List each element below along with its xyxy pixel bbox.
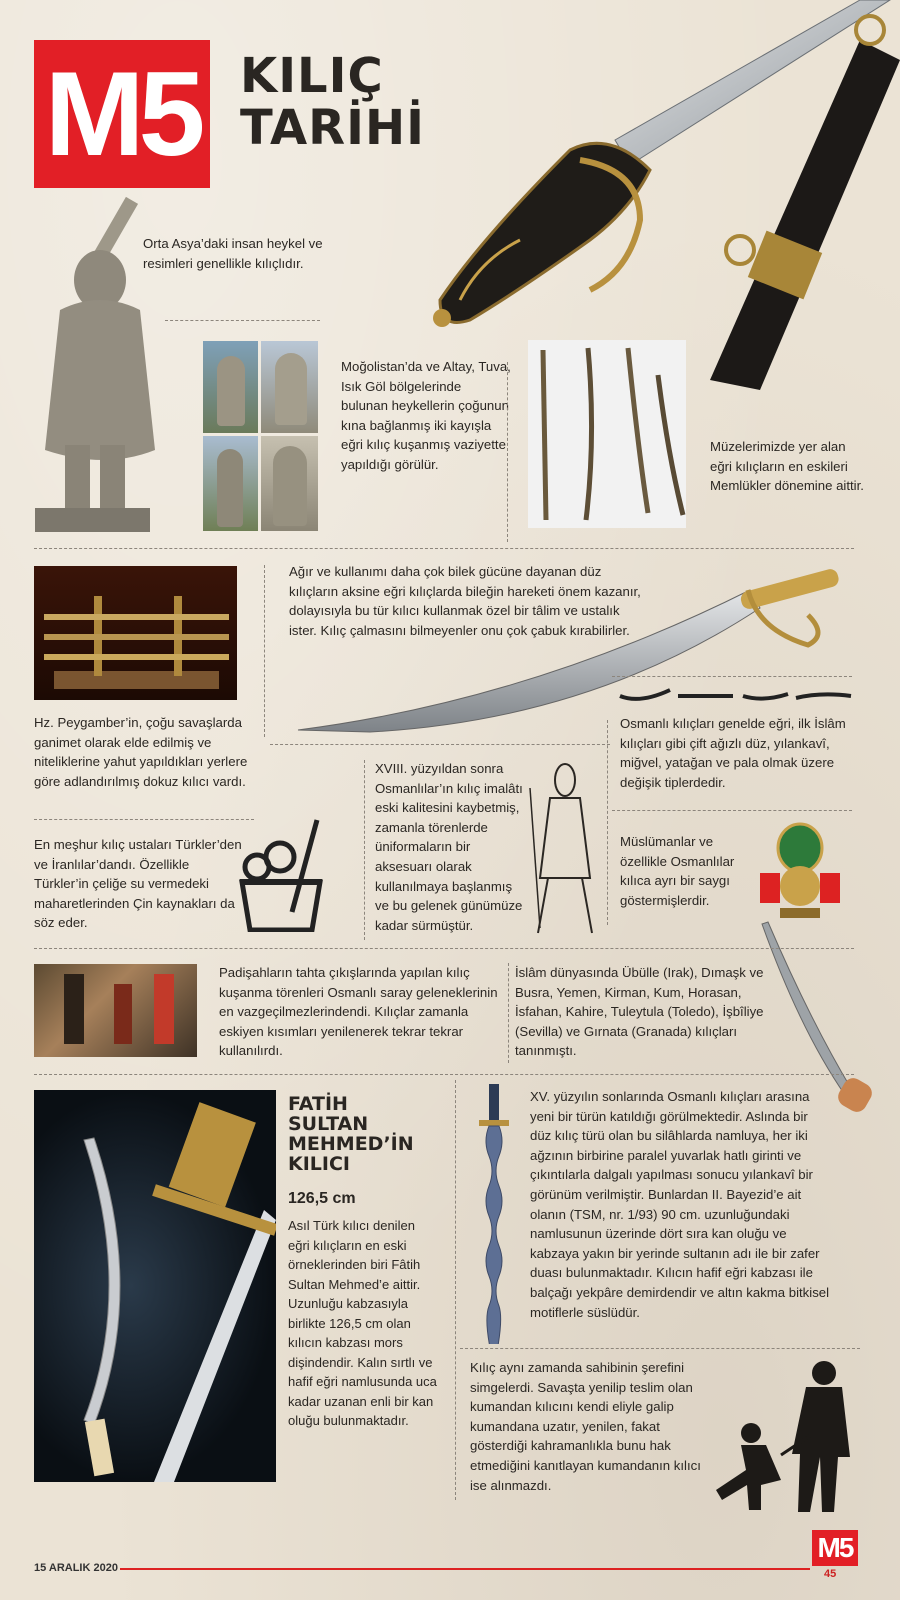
title-line-1: KILIÇ [240,48,384,104]
fatih-heading: FATİH SULTAN MEHMED’İN KILICI [288,1093,414,1175]
text-ottoman-types: Osmanlı kılıçları genelde eğri, ilk İslâm kılıçları gibi çift ağızlı düz, yılankavî, miğvel, yatağan ve pala olmak üzere değişik tiplerdedir. [620,716,846,790]
title-line-2: TARİHİ [240,100,426,156]
text-accession: Padişahların tahta çıkışlarında yapılan kılıç kuşanma törenleri Osmanlı saray geleneklerinin en vazgeçilmezlerindendi. Kılıçlar zamanla eskiyen kısımları yenilenerek tekrar tekrar kullanılırdı. [219,965,498,1059]
museum-swords-image [528,340,686,528]
footer-divider [120,1568,810,1570]
text-mongolia: Moğolistan’da ve Altay, Tuva, Isık Göl bölgelerinde bulunan heykellerin çoğunun kına bağlanmış iki kayışla eğri kılıç kuşanmış vaziyette yapıldığı görülür. [341,359,511,472]
text-islamic-world: İslâm dünyasında Übülle (Irak), Dımaşk ve Busra, Yemen, Kirman, Kum, Horasan, İsfahan, Kahire, Tuleytula (Toledo), İşbîliye (Sevilla) ve Gırnata (Granada) kılıçları tanınmıştı. [515,965,764,1059]
sabre-scabbard-illustration [420,0,900,390]
text-honor: Kılıç aynı zamanda sahibinin şerefini simgelerdi. Savaşta yenilip teslim olan kumandan kılıcını kendi eliyle galip kumandana uzatır, yenilen, fakat gösterdiği kahramanlıkla bunu hak etmediğini kanıtlayan kumandanın kılıcı ise alınmazdı. [470,1360,701,1493]
text-central-asia: Orta Asya’daki insan heykel ve resimleri genellikle kılıçlıdır. [143,236,323,271]
fatih-length: 126,5 cm [288,1190,356,1207]
text-prophet-swords: Hz. Peygamber’in, çoğu savaşlarda ganimet olarak elde edilmiş ve niteliklerine yahut yapıldıkları yerlere göre adlandırılmış dokuz kılıcı vardı. [34,715,248,789]
surrender-silhouettes [706,1355,856,1515]
ottoman-soldier-drawing [520,758,605,943]
accession-ceremony-painting [34,964,197,1057]
text-museums: Müzelerimizde yer alan eğri kılıçların en eskileri Memlükler dönemine aittir. [710,439,864,494]
text-sword-masters: En meşhur kılıç ustaları Türkler’den ve İranlılar’dandı. Özellikle Türkler’in çeliğe su vermedeki maharetlerinden Çin kaynakları da söz eder. [34,837,242,931]
stone-statues-image [203,341,318,531]
curved-blade-illustration [290,550,855,740]
text-muslims-respect: Müslümanlar ve özellikle Osmanlılar kılıca ayrı bir saygı göstermişlerdir. [620,834,735,908]
footer-date: 15 ARALIK 2020 [34,1562,118,1574]
water-tub-icon [232,812,327,932]
page-title [240,50,425,154]
fatih-sword-image [34,1090,276,1482]
wavy-sword-illustration [475,1082,515,1344]
footer-logo-number: 45 [824,1568,837,1580]
text-curved-swords: Ağır ve kullanımı daha çok bilek gücüne dayanan düz kılıçların aksine eğri kılıçlarda bileğin hareketi önem kazanır, dolayısıyla bu tür kılıcı kullanmak özel bir tâlim ve ustalık ister. Kılıç çalmasını bilmeyenler onu çok çabuk kırabilirler. [289,564,641,638]
sword-types-icons [618,686,853,706]
text-wavy-sword: XV. yüzyılın sonlarında Osmanlı kılıçları arasına yeni bir türün katıldığı görülmektedir. Aslında bir düz kılıç türü olan bu silâhlarda namluya, her iki ağzının birbirine paralel yuvarlak hatlı girinti ve çıkıntılarla dalgalı yapılması sonucu yılankavî bir görünüm verilmiştir. Bunlardan II. Bayezid’e ait olanın (TSM, nr. 1/93) 90 cm. uzunluğundaki namlusunun üzerinde dört sıra kan oluğu ve kabzaya yakın bir yerinde sultanın adı ile bir zafer duası bulunmaktadır. Kılıcın hafif eğri kabzası ile balçağı yekpâre demirdendir ve altın kakma bitkisel motiflerle süslüdür. [530,1089,830,1320]
text-fatih-sword: Asıl Türk kılıcı denilen eğri kılıçların en eski örneklerinden biri Fâtih Sultan Mehmed’e aittir. Uzunluğu kabzasıyla birlikte 126,5 cm olan kılıcın kabzası mors dişindendir. Kalın sırtlı ve hafif eğri namlusunda uca kadar uzanan enli bir kan oluğu bulunmaktadır. [288,1218,437,1428]
m5-logo: M5 [34,40,210,188]
prophet-swords-image [34,566,237,700]
footer-m5-logo: M5 [812,1530,858,1566]
text-18th-century: XVIII. yüzyıldan sonra Osmanlılar’ın kılıç imalâtı eski kalitesini kaybetmiş, zamanla törenlerde üniformaların bir aksesuarı olarak kullanılmaya başlanmış ve bu gelenek günümüze kadar sürmüştür. [375,761,523,933]
